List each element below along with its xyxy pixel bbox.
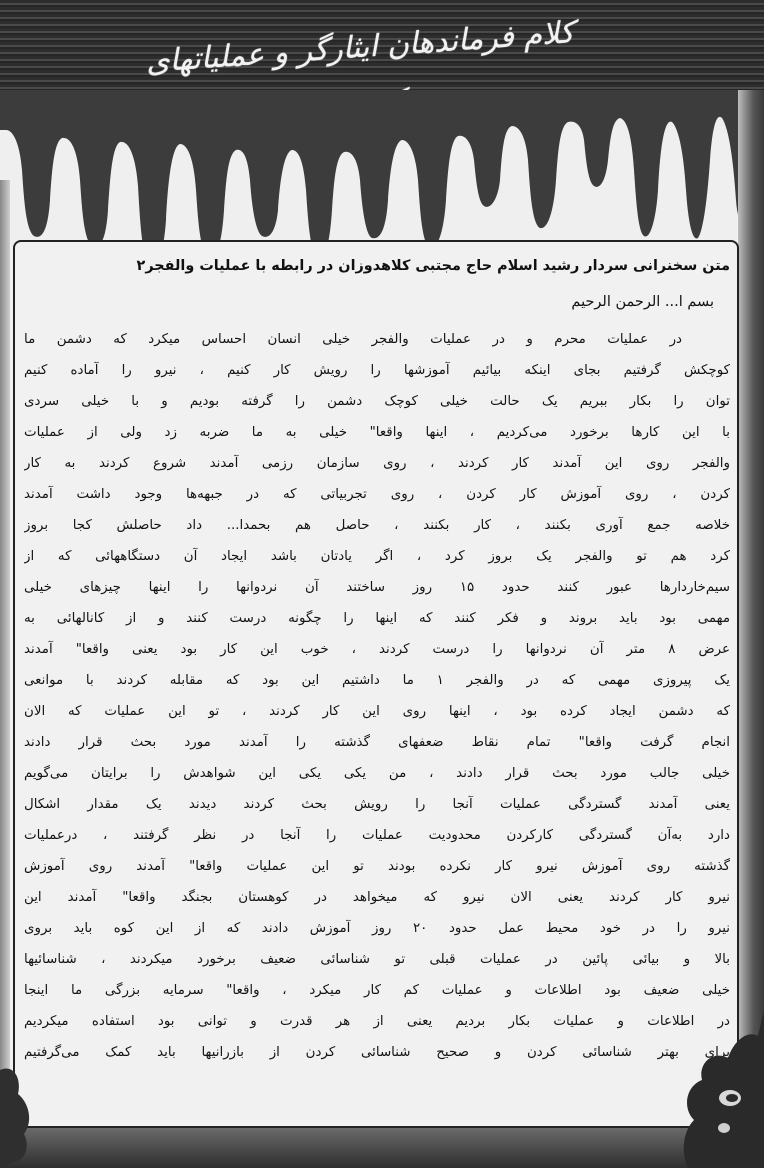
body-line: بالا و بیائی پائین در عملیات قبلی تو شناسائی ضعیف برخورد میکردند ، شناسائیها xyxy=(24,952,730,967)
left-scan-edge xyxy=(0,180,10,1168)
body-line: برای بهتر شناسائی کردن و صحیح شناسائی کردن از بازرانیها باید کمک می‌گرفتیم xyxy=(24,1045,730,1060)
speech-body xyxy=(24,324,730,1068)
body-line: والفجر روی این آمدند کار کردند ، روی سازمان رزمی آمدند شروع کردند به کار xyxy=(24,456,730,471)
body-line: که دشمن ایجاد کرده بود ، اینها روی این کار کردند ، تو این عملیات که الان xyxy=(24,704,730,719)
bottom-scan-strip xyxy=(0,1128,764,1168)
body-line: خیلی ضعیف بود اطلاعات و عملیات کم کار میکرد ، واقعا" سرمایه بزرگی ما اینجا xyxy=(24,983,730,998)
body-line: یعنی آمدند گستردگی عملیات آنجا را رویش بحث کردند دیدند یک مقدار اشکال xyxy=(24,797,730,812)
body-line: خیلی جالب مورد بحث قرار دادند ، من یکی یکی این شواهدش را برایتان می‌گویم xyxy=(24,766,730,781)
body-line: مهمی بود باید بروند و فکر کنند که اینها را چگونه درست کنند و از کانالهائی به xyxy=(24,611,730,626)
header-banner xyxy=(0,0,764,96)
body-line: کرد هم تو والفجر یک بروز کرد ، اگر یادتان باشد ایجاد آن دستگاههائی که از xyxy=(24,549,730,564)
body-line: یک پیروزی مهمی که در والفجر ۱ ما داشتیم این بود که مقابله کردند با موانعی xyxy=(24,673,730,688)
body-line: کوچکش گرفتیم بجای اینکه بیائیم آموزشها را رویش کار کنیم ، نیرو را آماده کنیم xyxy=(24,363,730,378)
body-line: عرض ۸ متر آن نردوانها را درست کردند ، خوب این کار بود یعنی واقعا" آمدند xyxy=(24,642,730,657)
body-line: گذشته روی آموزش نیرو کار نکرده بودند تو این عملیات واقعا" آمدند روی آموزش xyxy=(24,859,730,874)
body-line: در عملیات محرم و در عملیات والفجر خیلی انسان احساس میکرد که دشمن ما xyxy=(24,332,682,347)
body-line: کردن ، روی آموزش کار کردن ، روی تجربیاتی که در جبهه‌ها وجود داشت آمدند xyxy=(24,487,730,502)
body-line: با این کارها برخورد می‌کردیم ، اینها واقعا" خیلی به ما ضربه زد ولی از عملیات xyxy=(24,425,730,440)
bismillah-line: بسم ا... الرحمن الرحیم xyxy=(571,294,714,310)
body-line: خلاصه جمع آوری بکنند ، کار بکنند ، حاصل هم بحمدا... داد حاصلش کجا بروز xyxy=(24,518,730,533)
body-line: در اطلاعات و عملیات بکار بردیم یعنی از هر قدرت و توانی بود استفاده میکردیم xyxy=(24,1014,730,1029)
body-line: دارد به‌آن گستردگی کارکردن محدودیت عملیات را آنجا در نظر گرفتند ، درعملیات xyxy=(24,828,730,843)
left-ink-splatter xyxy=(0,1050,40,1168)
right-ink-splatter xyxy=(678,1010,764,1168)
banner-calligraphy-title: کلام فرماندهان ایثارگر و عملیاتهای xyxy=(144,15,576,80)
body-line: انجام گرفت واقعا" تمام نقاط ضعفهای گذشته را آمدند مورد بحث قرار دادند xyxy=(24,735,730,750)
body-line: نیرو را در خود محیط عمل حدود ۲۰ روز آموزش دادند که از این کوه باید بروی xyxy=(24,921,730,936)
body-line: سیم‌خاردارها عبور کنند حدود ۱۵ روز ساختند آن نردوانها را اینها چیزهای خیلی xyxy=(24,580,730,595)
document-title: متن سخنرانی سردار رشید اسلام حاج مجتبی کلاهدوزان در رابطه با عملیات والفجر۲ xyxy=(136,258,730,274)
body-line: نیرو کار کردند یعنی الان نیرو که میخواهد در کوهستان بجنگد واقعا" آمدند این xyxy=(24,890,730,905)
body-line: توان را بکار ببریم یک حالت خیلی کوچک دشمن را گرفته بودیم و با خیلی سردی xyxy=(24,394,730,409)
right-scan-edge xyxy=(738,90,764,1168)
